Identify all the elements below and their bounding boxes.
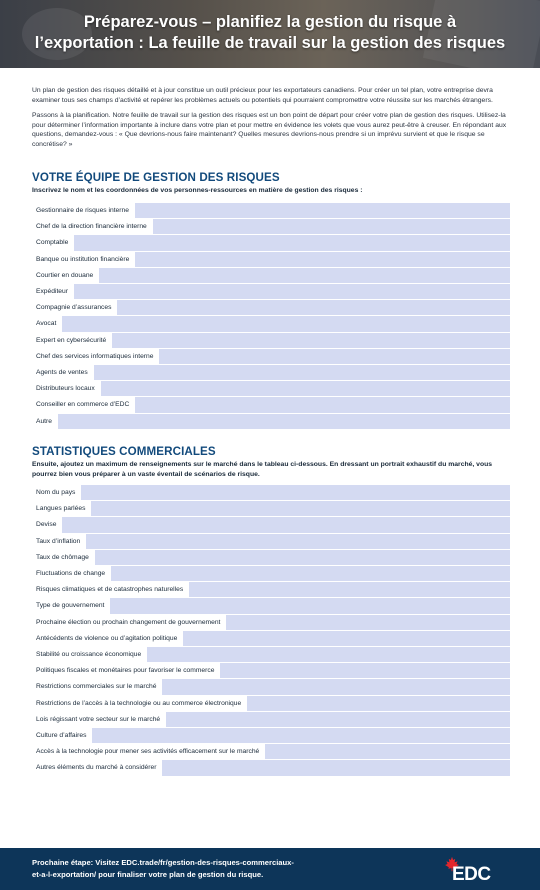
- table-row: [32, 598, 510, 613]
- row-label: Lois régissant votre secteur sur le marché: [32, 712, 166, 727]
- table-row: [32, 631, 510, 646]
- table-row: [32, 744, 510, 759]
- row-input-field[interactable]: [162, 760, 510, 775]
- table-row: [32, 517, 510, 532]
- row-label: Banque ou institution financière: [32, 252, 135, 267]
- team-section-description: Inscrivez le nom et les coordonnées de vos personnes-ressources en matière de gestion des risques :: [32, 187, 363, 194]
- table-row: [32, 582, 510, 597]
- edc-logo-text: EDC: [452, 864, 491, 885]
- row-label: Courtier en douane: [32, 268, 99, 283]
- table-row: [32, 203, 510, 218]
- row-label: Taux de chômage: [32, 550, 95, 565]
- row-input-field[interactable]: [74, 235, 510, 250]
- row-label: Expert en cybersécurité: [32, 333, 112, 348]
- table-row: [32, 760, 510, 775]
- table-row: [32, 235, 510, 250]
- row-input-field[interactable]: [110, 598, 510, 613]
- table-row: [32, 485, 510, 500]
- row-input-field[interactable]: [74, 284, 510, 299]
- table-row: [32, 414, 510, 429]
- row-input-field[interactable]: [147, 647, 510, 662]
- team-table: [32, 203, 510, 430]
- row-input-field[interactable]: [101, 381, 510, 396]
- footer-line-2: et-a-l-exportation/ pour finaliser votre plan de gestion du risque.: [32, 869, 264, 879]
- row-input-field[interactable]: [226, 615, 510, 630]
- row-input-field[interactable]: [159, 349, 510, 364]
- row-label: Agents de ventes: [32, 365, 94, 380]
- footer-next-step: [32, 857, 402, 880]
- team-section-title: VOTRE ÉQUIPE DE GESTION DES RISQUES: [32, 171, 280, 184]
- table-row: [32, 268, 510, 283]
- table-row: [32, 566, 510, 581]
- row-label: Fluctuations de change: [32, 566, 111, 581]
- row-input-field[interactable]: [247, 696, 510, 711]
- table-row: [32, 365, 510, 380]
- page-title: [0, 12, 540, 54]
- table-row: [32, 349, 510, 364]
- row-label: Culture d’affaires: [32, 728, 92, 743]
- row-input-field[interactable]: [81, 485, 510, 500]
- edc-logo: [444, 856, 514, 885]
- table-row: [32, 534, 510, 549]
- row-label: Type de gouvernement: [32, 598, 110, 613]
- table-row: [32, 647, 510, 662]
- stats-table: [32, 485, 510, 777]
- row-label: Taux d’inflation: [32, 534, 86, 549]
- row-label: Prochaine élection ou prochain changement de gouvernement: [32, 615, 226, 630]
- row-input-field[interactable]: [166, 712, 510, 727]
- row-input-field[interactable]: [153, 219, 510, 234]
- row-input-field[interactable]: [95, 550, 510, 565]
- table-row: [32, 252, 510, 267]
- row-label: Gestionnaire de risques interne: [32, 203, 135, 218]
- row-label: Conseiller en commerce d’EDC: [32, 397, 135, 412]
- row-label: Autres éléments du marché à considérer: [32, 760, 162, 775]
- row-input-field[interactable]: [91, 501, 510, 516]
- row-input-field[interactable]: [135, 252, 510, 267]
- row-input-field[interactable]: [220, 663, 510, 678]
- row-input-field[interactable]: [99, 268, 510, 283]
- row-input-field[interactable]: [58, 414, 510, 429]
- header-banner: [0, 0, 540, 68]
- row-label: Compagnie d’assurances: [32, 300, 117, 315]
- row-input-field[interactable]: [112, 333, 510, 348]
- table-row: [32, 300, 510, 315]
- table-row: [32, 712, 510, 727]
- row-label: Restrictions commerciales sur le marché: [32, 679, 162, 694]
- table-row: [32, 333, 510, 348]
- row-label: Risques climatiques et de catastrophes naturelles: [32, 582, 189, 597]
- row-input-field[interactable]: [62, 517, 510, 532]
- row-input-field[interactable]: [135, 203, 510, 218]
- row-input-field[interactable]: [62, 316, 510, 331]
- table-row: [32, 615, 510, 630]
- table-row: [32, 397, 510, 412]
- row-input-field[interactable]: [94, 365, 510, 380]
- footer-line-1: Prochaine étape: Visitez EDC.trade/fr/gestion-des-risques-commerciaux-: [32, 858, 294, 867]
- table-row: [32, 316, 510, 331]
- row-label: Langues parlées: [32, 501, 91, 516]
- row-input-field[interactable]: [189, 582, 510, 597]
- intro-text: [32, 86, 510, 156]
- table-row: [32, 728, 510, 743]
- stats-section-description: Ensuite, ajoutez un maximum de renseignements sur le marché dans le tableau ci-dessous. En dressant un portrait exhaustif du marché, vous pourrez bien vous préparer à un vaste éventail de scénarios de risque.: [32, 461, 493, 478]
- footer-bar: [0, 848, 540, 890]
- row-label: Devise: [32, 517, 62, 532]
- row-label: Nom du pays: [32, 485, 81, 500]
- table-row: [32, 663, 510, 678]
- row-label: Avocat: [32, 316, 62, 331]
- row-label: Chef de la direction financière interne: [32, 219, 153, 234]
- table-row: [32, 219, 510, 234]
- intro-paragraph-2: Passons à la planification. Notre feuille de travail sur la gestion des risques est un bon point de départ pour créer votre plan de gestion des risques. Utilisez-la pour déterminer l’information importante à inclure dans votre plan et pour mettre en évidence les volets que vous aurez peut-être à creuser. En répondant aux questions, demandez-vous : « Que devrions-nous faire maintenant? Quelles mesures devrions-nous prendre si un imprévu survient et que le risque se concrétise? »: [32, 112, 507, 148]
- row-label: Politiques fiscales et monétaires pour favoriser le commerce: [32, 663, 220, 678]
- row-input-field[interactable]: [86, 534, 510, 549]
- row-label: Comptable: [32, 235, 74, 250]
- row-input-field[interactable]: [111, 566, 510, 581]
- table-row: [32, 679, 510, 694]
- row-input-field[interactable]: [92, 728, 510, 743]
- row-label: Distributeurs locaux: [32, 381, 101, 396]
- table-row: [32, 696, 510, 711]
- table-row: [32, 501, 510, 516]
- table-row: [32, 284, 510, 299]
- row-label: Stabilité ou croissance économique: [32, 647, 147, 662]
- row-label: Accès à la technologie pour mener ses activités efficacement sur le marché: [32, 744, 265, 759]
- intro-paragraph-1: Un plan de gestion des risques détaillé et à jour constitue un outil précieux pour les exportateurs canadiens. Pour créer un tel plan, votre entreprise devra examiner tous ses champs d’activité et repérer les problèmes actuels ou potentiels qui pourraient compromettre votre réussite sur les marchés étrangers.: [32, 87, 493, 104]
- row-input-field[interactable]: [162, 679, 510, 694]
- page-title-line-2: l’exportation : La feuille de travail sur la gestion des risques: [34, 34, 506, 52]
- row-label: Antécédents de violence ou d’agitation politique: [32, 631, 183, 646]
- table-row: [32, 550, 510, 565]
- page-title-line-1: Préparez-vous – planifiez la gestion du risque à: [83, 13, 457, 31]
- row-label: Expéditeur: [32, 284, 74, 299]
- row-label: Chef des services informatiques interne: [32, 349, 159, 364]
- row-input-field[interactable]: [183, 631, 510, 646]
- row-label: Restrictions de l’accès à la technologie ou au commerce électronique: [32, 696, 247, 711]
- stats-section-title: STATISTIQUES COMMERCIALES: [32, 445, 216, 458]
- row-input-field[interactable]: [135, 397, 510, 412]
- table-row: [32, 381, 510, 396]
- row-input-field[interactable]: [265, 744, 510, 759]
- row-input-field[interactable]: [117, 300, 510, 315]
- row-label: Autre: [32, 414, 58, 429]
